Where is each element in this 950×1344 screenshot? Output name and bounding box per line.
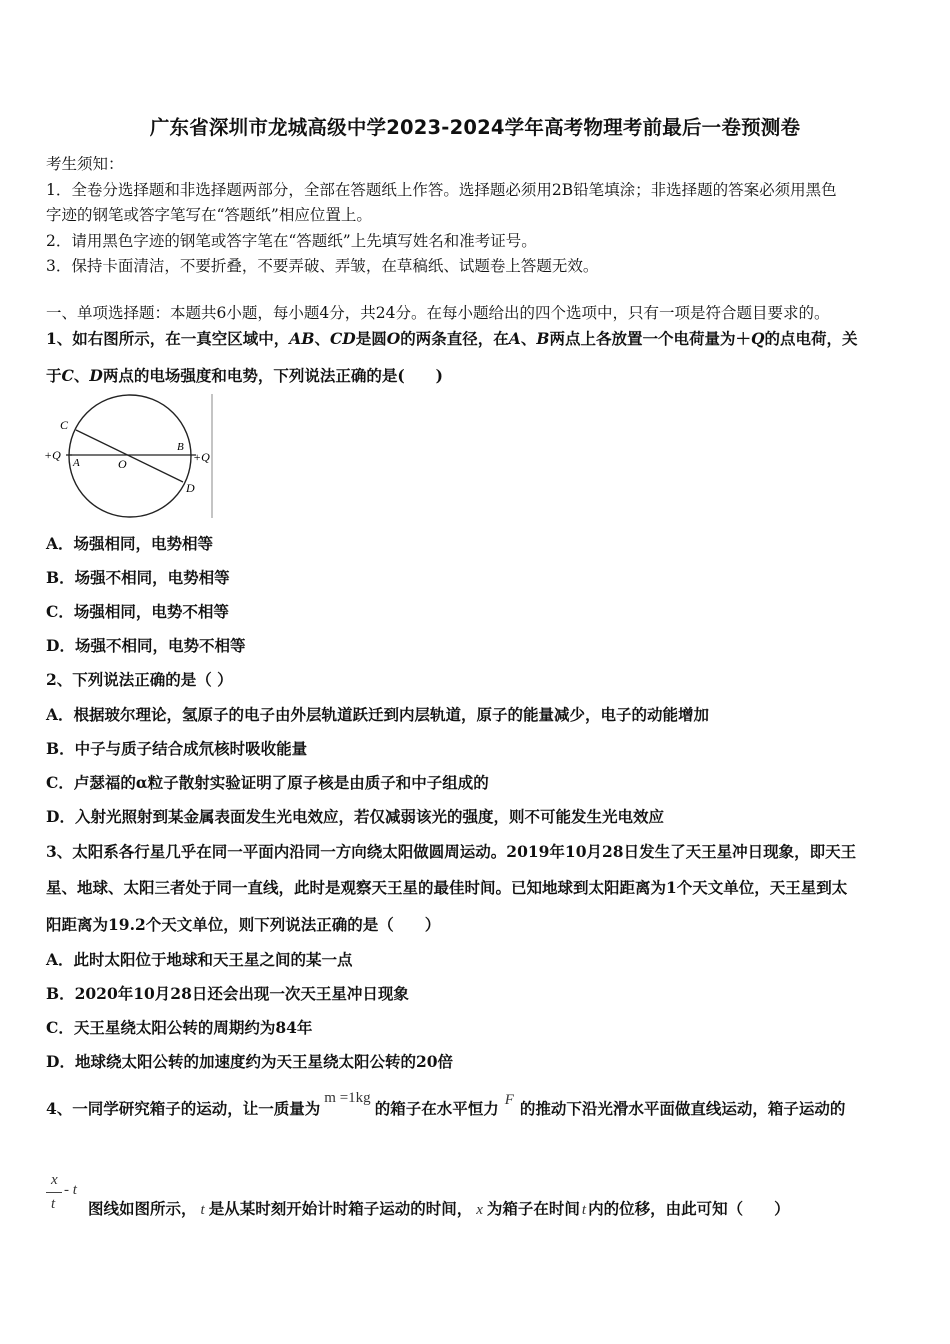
page-title: 广东省深圳市龙城高级中学2023-2024学年高考物理考前最后一卷预测卷 [149, 116, 801, 139]
q4-var-x: x [476, 1202, 483, 1218]
diameter-cd [76, 430, 183, 482]
q4-var-t: t [200, 1202, 205, 1218]
q1-text: 、 [520, 329, 537, 348]
q2-stem: 2、下列说法正确的是（ ） [46, 670, 233, 689]
label-b: B [177, 441, 184, 453]
q4-text: 内的位移，由此可知（ ） [588, 1199, 790, 1218]
q1-text: 两点的电场强度和电势，下列说法正确的是( ) [102, 366, 443, 385]
q4-text: 是从某时刻开始计时箱子运动的时间， [208, 1199, 473, 1218]
q1-var: C [61, 366, 74, 385]
q1-option-a[interactable]: A．场强相同，电势相等 [46, 534, 214, 553]
q2-option-c[interactable]: C．卢瑟福的α粒子散射实验证明了原子核是由质子和中子组成的 [46, 773, 489, 792]
q1-stem-line2 [46, 364, 443, 386]
q4-text: 图线如图所示， [88, 1199, 197, 1218]
q3-option-a[interactable]: A．此时太阳位于地球和天王星之间的某一点 [46, 950, 353, 969]
q1-var: B [536, 329, 550, 348]
q1-option-d[interactable]: D．场强不相同，电势不相等 [46, 636, 246, 655]
q1-text: 于 [46, 366, 62, 385]
q4-text: 的箱子在水平恒力 [374, 1099, 499, 1118]
notice-item: 3．保持卡面清洁，不要折叠，不要弄破、弄皱，在草稿纸、试题卷上答题无效。 [46, 257, 599, 275]
q4-var-t: t [581, 1202, 587, 1218]
q2-option-d[interactable]: D．入射光照射到某金属表面发生光电效应，若仅减弱该光的强度，则不可能发生光电效应 [46, 807, 664, 826]
q4-stem-line2 [88, 1197, 790, 1219]
q3-option-c[interactable]: C．天王星绕太阳公转的周期约为84年 [46, 1018, 313, 1037]
q4-stem-line1 [46, 1090, 846, 1119]
label-d: D [186, 481, 195, 495]
q4-text: 的推动下沿光滑水平面做直线运动，箱子运动的 [519, 1099, 846, 1118]
q3-stem-line: 阳距离为19.2个天文单位，则下列说法正确的是（ ） [46, 915, 441, 934]
q1-stem-line1 [46, 327, 857, 349]
q2-option-a[interactable]: A．根据玻尔理论，氢原子的电子由外层轨道跃迁到内层轨道，原子的能量减少，电子的动能增加 [46, 705, 710, 724]
q1-option-c[interactable]: C．场强相同，电势不相等 [46, 602, 229, 621]
q1-text: 1、如右图所示，在一真空区域中， [46, 329, 290, 348]
label-a: A [73, 457, 80, 469]
fraction-tail: - t [64, 1182, 77, 1198]
label-left-charge: +Q [44, 448, 61, 462]
label-o: O [118, 457, 127, 471]
q1-text: 的点电荷，关 [764, 329, 858, 348]
notice-item: 2．请用黑色字迹的钢笔或答字笔在“答题纸”上先填写姓名和准考证号。 [46, 232, 537, 250]
q1-var: CD [329, 329, 356, 348]
label-right-charge: +Q [193, 450, 210, 464]
fraction-numerator: x [51, 1172, 58, 1188]
notice-item: 字迹的钢笔或答字笔写在“答题纸”相应位置上。 [46, 206, 372, 224]
q1-var: AB [289, 329, 315, 348]
fraction-denominator: t [51, 1196, 56, 1212]
q4-text: 4、一同学研究箱子的运动，让一质量为 [46, 1099, 321, 1118]
fraction-bar [46, 1192, 62, 1193]
notice-heading: 考生须知： [46, 155, 124, 173]
q4-mass: m =1kg [324, 1090, 371, 1106]
q4-text: 为箱子在时间 [486, 1199, 580, 1218]
q1-var: Q [750, 329, 765, 348]
q1-var: O [386, 329, 401, 348]
notice-item: 1．全卷分选择题和非选择题两部分，全部在答题纸上作答。选择题必须用2B铅笔填涂；非选择题的答案必须用黑色 [46, 181, 837, 199]
q3-option-b[interactable]: B．2020年10月28日还会出现一次天王星冲日现象 [46, 984, 409, 1003]
q2-option-b[interactable]: B．中子与质子结合成氘核时吸收能量 [46, 739, 308, 758]
q3-stem-line: 3、太阳系各行星几乎在同一平面内沿同一方向绕太阳做圆周运动。2019年10月28日发生了天王星冲日现象，即天王 [46, 842, 857, 861]
circle-diagram [40, 392, 220, 520]
q1-text: 、 [73, 366, 90, 385]
q1-option-b[interactable]: B．场强不相同，电势相等 [46, 568, 230, 587]
q3-stem-line: 星、地球、太阳三者处于同一直线，此时是观察天王星的最佳时间。已知地球到太阳距离为1个天文单位，天王星到太 [46, 878, 848, 897]
section-heading: 一、单项选择题：本题共6小题，每小题4分，共24分。在每小题给出的四个选项中，只有一项是符合题目要求的。 [46, 304, 830, 322]
q1-text: 两点上各放置一个电荷量为＋ [549, 329, 751, 348]
q1-var: A [508, 329, 521, 348]
q1-text: 的两条直径，在 [400, 329, 509, 348]
q1-text: 是圆 [355, 329, 387, 348]
x-over-t-fraction [44, 1172, 86, 1220]
label-c: C [60, 418, 69, 432]
q4-force: F [504, 1092, 514, 1108]
q1-var: D [89, 366, 103, 385]
q1-text: 、 [314, 329, 330, 348]
q3-option-d[interactable]: D．地球绕太阳公转的加速度约为天王星绕太阳公转的20倍 [46, 1052, 454, 1071]
